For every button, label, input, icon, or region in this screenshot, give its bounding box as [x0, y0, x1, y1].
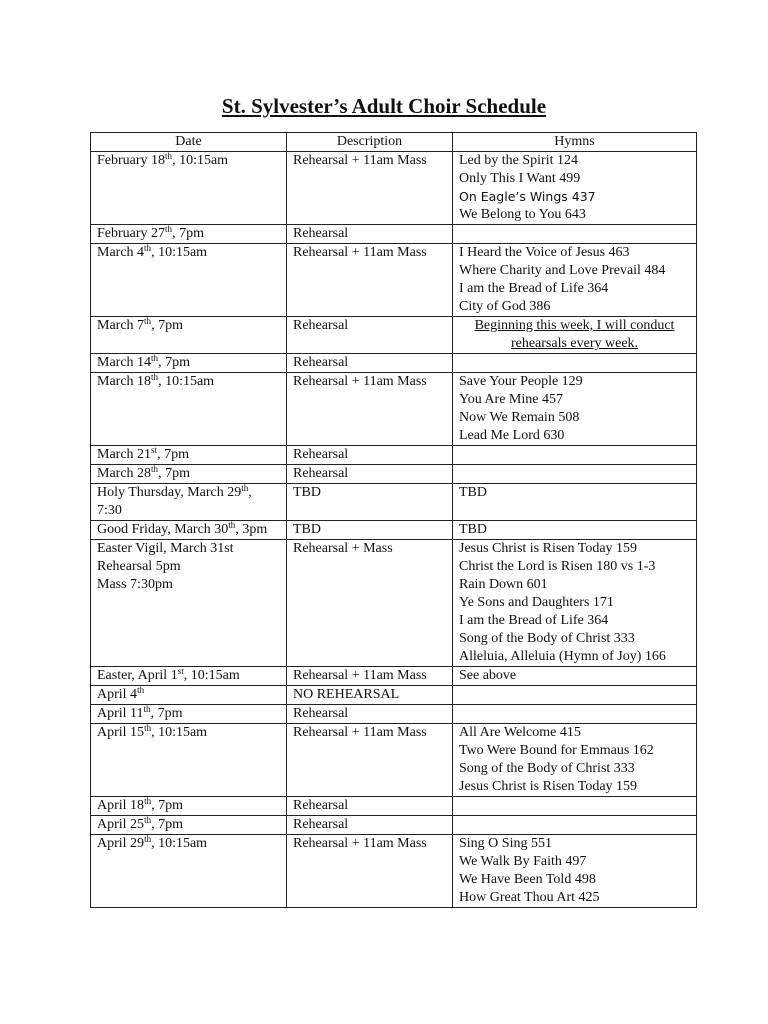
hymns-cell [453, 225, 697, 244]
date-cell [91, 152, 287, 225]
schedule-table [90, 132, 697, 908]
hymn-item: I Heard the Voice of Jesus 463 [459, 245, 630, 260]
date-ordinal-suffix: th [144, 834, 152, 844]
hymns-cell [453, 152, 697, 225]
date-cell [91, 835, 287, 908]
date-text: April 25 [97, 817, 145, 832]
date-text: , 7pm [157, 447, 189, 462]
date-text: , 7pm [158, 466, 190, 481]
date-ordinal-suffix: th [151, 353, 159, 363]
date-cell [91, 446, 287, 465]
date-ordinal-suffix: th [144, 316, 152, 326]
hymns-cell [453, 373, 697, 446]
date-cell [91, 465, 287, 484]
schedule-row [91, 797, 697, 816]
date-text: April 11 [97, 706, 144, 721]
hymns-cell [453, 686, 697, 705]
schedule-row [91, 816, 697, 835]
date-cell [91, 724, 287, 797]
header-row [91, 133, 697, 152]
date-text: February 27 [97, 226, 166, 241]
date-cell [91, 225, 287, 244]
date-text: April 29 [97, 836, 145, 851]
schedule-row [91, 244, 697, 317]
description-cell: Rehearsal [287, 705, 453, 724]
date-ordinal-suffix: th [165, 224, 173, 234]
date-cell [91, 317, 287, 354]
date-cell [91, 797, 287, 816]
hymn-item: Sing O Sing 551 [459, 836, 552, 851]
description-cell: Rehearsal + 11am Mass [287, 373, 453, 446]
schedule-row [91, 705, 697, 724]
date-text: , 10:15am [158, 374, 215, 389]
date-text: , 7pm [151, 817, 183, 832]
description-cell: Rehearsal + 11am Mass [287, 152, 453, 225]
date-ordinal-suffix: th [144, 723, 152, 733]
date-cell [91, 484, 287, 521]
hymn-item: Two Were Bound for Emmaus 162 [459, 743, 654, 758]
hymn-item: Now We Remain 508 [459, 410, 580, 425]
hymn-item: All Are Welcome 415 [459, 725, 581, 740]
description-cell: Rehearsal [287, 446, 453, 465]
description-cell: Rehearsal [287, 797, 453, 816]
date-ordinal-suffix: th [143, 704, 151, 714]
description-cell: Rehearsal [287, 354, 453, 373]
schedule-row [91, 354, 697, 373]
schedule-row [91, 465, 697, 484]
schedule-row [91, 521, 697, 540]
header-date: Date [91, 133, 287, 152]
description-cell: TBD [287, 484, 453, 521]
hymn-item: Save Your People 129 [459, 374, 583, 389]
date-text: , 10:15am [151, 725, 208, 740]
date-ordinal-suffix: th [151, 372, 159, 382]
date-text: April 4 [97, 687, 138, 702]
hymn-item: Led by the Spirit 124 [459, 153, 578, 168]
description-cell: Rehearsal + Mass [287, 540, 453, 667]
description-cell: NO REHEARSAL [287, 686, 453, 705]
date-text: April 15 [97, 725, 145, 740]
hymn-item: Rain Down 601 [459, 577, 548, 592]
page-title: St. Sylvester’s Adult Choir Schedule [221, 94, 547, 118]
date-line: Rehearsal 5pm [97, 559, 181, 574]
date-text: , 7pm [172, 226, 204, 241]
date-cell [91, 373, 287, 446]
header-hymns: Hymns [453, 133, 697, 152]
hymn-item: You Are Mine 457 [459, 392, 563, 407]
date-cell [91, 686, 287, 705]
date-text: , 7pm [151, 318, 183, 333]
hymn-item: Lead Me Lord 630 [459, 428, 565, 443]
date-ordinal-suffix: th [228, 520, 236, 530]
description-cell: Rehearsal [287, 465, 453, 484]
hymns-cell [453, 244, 697, 317]
date-text: March 28 [97, 466, 152, 481]
hymns-cell [453, 354, 697, 373]
description-cell: TBD [287, 521, 453, 540]
hymn-item: Where Charity and Love Prevail 484 [459, 263, 666, 278]
hymns-cell [453, 317, 697, 354]
date-text: , 7pm [150, 706, 183, 721]
date-text: , 10:15am [183, 668, 240, 683]
date-ordinal-suffix: th [137, 685, 145, 695]
description-cell: Rehearsal + 11am Mass [287, 667, 453, 686]
hymn-item: Song of the Body of Christ 333 [459, 761, 635, 776]
schedule-row [91, 686, 697, 705]
schedule-row [91, 724, 697, 797]
hymns-cell [453, 816, 697, 835]
rehearsal-note: Beginning this week, I will conduct rehearsals every week. [474, 318, 675, 351]
schedule-row [91, 152, 697, 225]
date-ordinal-suffix: th [144, 796, 152, 806]
date-ordinal-suffix: th [151, 464, 159, 474]
hymns-cell [453, 724, 697, 797]
schedule-row [91, 667, 697, 686]
hymn-item: Ye Sons and Daughters 171 [459, 595, 614, 610]
date-line: Mass 7:30pm [97, 577, 173, 592]
schedule-row [91, 225, 697, 244]
date-cell [91, 816, 287, 835]
date-text: , 7pm [158, 355, 190, 370]
date-ordinal-suffix: st [177, 666, 184, 676]
schedule-row [91, 317, 697, 354]
hymns-cell: TBD [453, 484, 697, 521]
hymn-item: See above [459, 668, 517, 683]
date-ordinal-suffix: th [165, 151, 173, 161]
hymns-cell [453, 540, 697, 667]
date-ordinal-suffix: th [144, 243, 152, 253]
hymn-item: Christ the Lord is Risen 180 vs 1-3 [459, 559, 656, 574]
hymns-cell [453, 797, 697, 816]
hymn-item: City of God 386 [459, 299, 551, 314]
schedule-row [91, 540, 697, 667]
hymns-cell [453, 705, 697, 724]
description-cell: Rehearsal + 11am Mass [287, 835, 453, 908]
date-cell [91, 705, 287, 724]
date-text: Holy Thursday, March 29 [97, 485, 242, 500]
date-cell [91, 667, 287, 686]
hymn-item: On Eagle’s Wings 437 [459, 189, 596, 204]
schedule-row [91, 484, 697, 521]
description-cell: Rehearsal + 11am Mass [287, 244, 453, 317]
hymn-item: We Walk By Faith 497 [459, 854, 587, 869]
hymns-cell [453, 446, 697, 465]
description-cell: Rehearsal [287, 225, 453, 244]
hymns-cell: TBD [453, 521, 697, 540]
date-text: , 3pm [235, 522, 268, 537]
date-cell [91, 540, 287, 667]
hymn-item: I am the Bread of Life 364 [459, 613, 609, 628]
description-cell: Rehearsal [287, 816, 453, 835]
date-text: Good Friday, March 30 [97, 522, 229, 537]
hymn-item: How Great Thou Art 425 [459, 890, 600, 905]
hymn-item: Only This I Want 499 [459, 171, 581, 186]
date-ordinal-suffix: st [151, 445, 158, 455]
date-text: , 10:15am [151, 245, 208, 260]
date-text: Easter, April 1 [97, 668, 178, 683]
date-cell [91, 244, 287, 317]
date-ordinal-suffix: th [144, 815, 152, 825]
date-text: March 4 [97, 245, 145, 260]
date-text: March 7 [97, 318, 145, 333]
hymn-item: We Have Been Told 498 [459, 872, 596, 887]
date-text: February 18 [97, 153, 166, 168]
date-line: Easter Vigil, March 31st [97, 541, 234, 556]
description-cell: Rehearsal [287, 317, 453, 354]
description-cell: Rehearsal + 11am Mass [287, 724, 453, 797]
hymn-item: Jesus Christ is Risen Today 159 [459, 541, 638, 556]
schedule-row [91, 835, 697, 908]
schedule-row [91, 446, 697, 465]
date-text: March 18 [97, 374, 152, 389]
date-text: , 10:15am [151, 836, 208, 851]
hymns-cell [453, 835, 697, 908]
hymn-item: Jesus Christ is Risen Today 159 [459, 779, 638, 794]
date-text: March 21 [97, 447, 152, 462]
date-cell [91, 521, 287, 540]
hymns-cell [453, 465, 697, 484]
schedule-row [91, 373, 697, 446]
hymn-item: Song of the Body of Christ 333 [459, 631, 635, 646]
date-text: , 10:15am [172, 153, 229, 168]
date-text: April 18 [97, 798, 145, 813]
date-ordinal-suffix: th [241, 483, 249, 493]
hymn-item: Alleluia, Alleluia (Hymn of Joy) 166 [459, 649, 666, 664]
hymn-item: I am the Bread of Life 364 [459, 281, 609, 296]
date-text: , 7pm [151, 798, 183, 813]
header-description: Description [287, 133, 453, 152]
date-text: March 14 [97, 355, 152, 370]
date-text: , 7:30 [97, 485, 252, 518]
date-cell [91, 354, 287, 373]
hymn-item: We Belong to You 643 [459, 207, 586, 222]
hymns-cell [453, 667, 697, 686]
